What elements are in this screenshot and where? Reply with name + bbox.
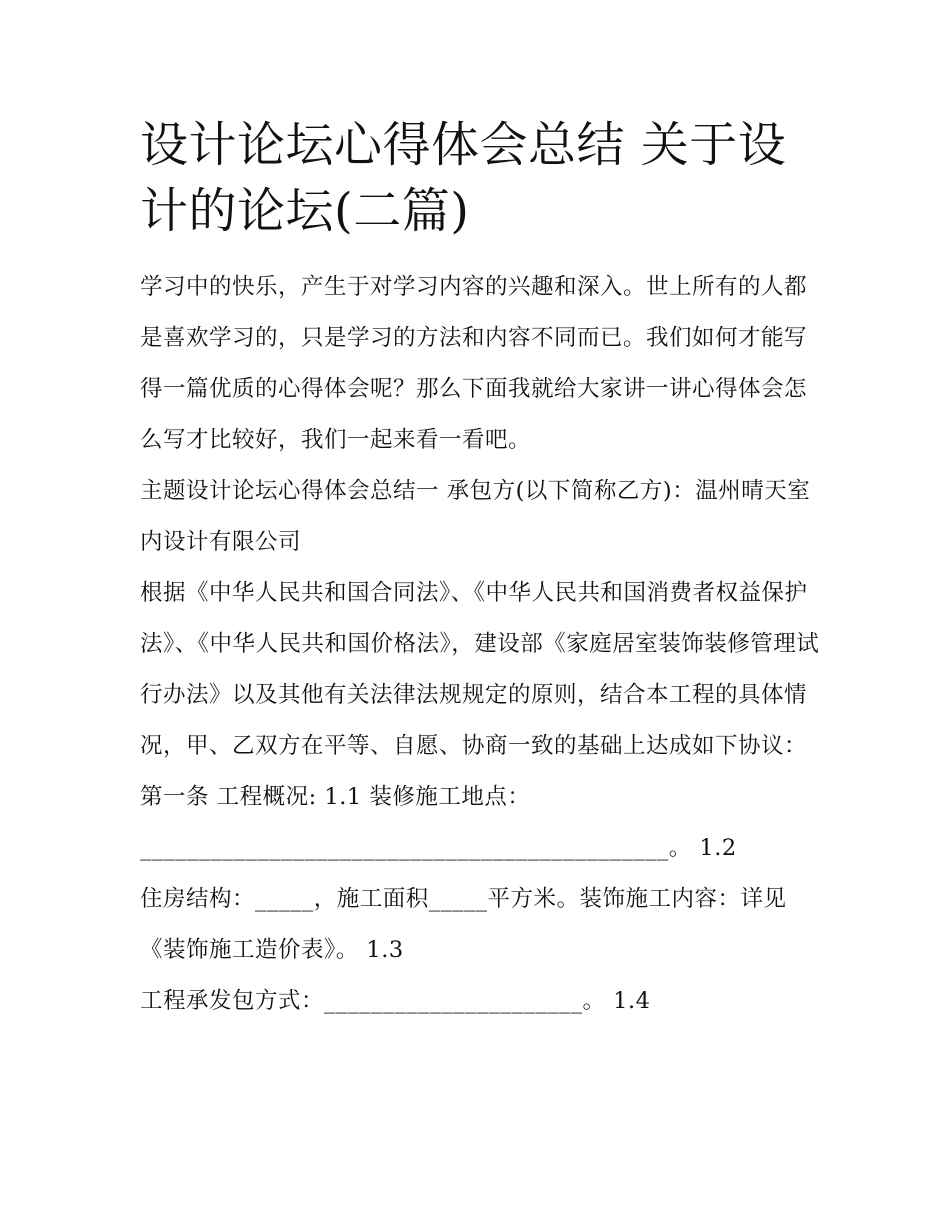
paragraph-address-blank: _____________________________________________。 1.2 (140, 835, 737, 861)
paragraph-contractor: 主题设计论坛心得体会总结一 承包方(以下简称乙方)：温州晴天室内设计有限公司 (140, 478, 811, 555)
paragraph-legal-basis: 根据《中华人民共和国合同法》、《中华人民共和国消费者权益保护法》、《中华人民共和国价格法》，建设部《家庭居室装饰装修管理试行办法》以及其他有关法律法规规定的原则，结合本工程的具体情况，甲、乙双方在平等、自愿、协商一致的基础上达成如下协议： (140, 580, 820, 759)
paragraph-contract-method: 工程承发包方式：______________________。 1.4 (140, 988, 651, 1014)
paragraph-intro: 学习中的快乐，产生于对学习内容的兴趣和深入。世上所有的人都是喜欢学习的，只是学习的方法和内容不同而已。我们如何才能写得一篇优质的心得体会呢？那么下面我就给大家讲一讲心得体会怎么写才比较好，我们一起来看一看吧。 (140, 274, 808, 453)
document-page (140, 112, 820, 1027)
paragraph-structure: 住房结构：_____，施工面积_____平方米。装饰施工内容：详见《装饰施工造价表》。 1.3 (140, 886, 787, 963)
paragraph-article-one: 第一条 工程概况: 1.1 装修施工地点： (140, 784, 531, 810)
document-title: 设计论坛心得体会总结 关于设计的论坛(二篇) (140, 117, 787, 239)
